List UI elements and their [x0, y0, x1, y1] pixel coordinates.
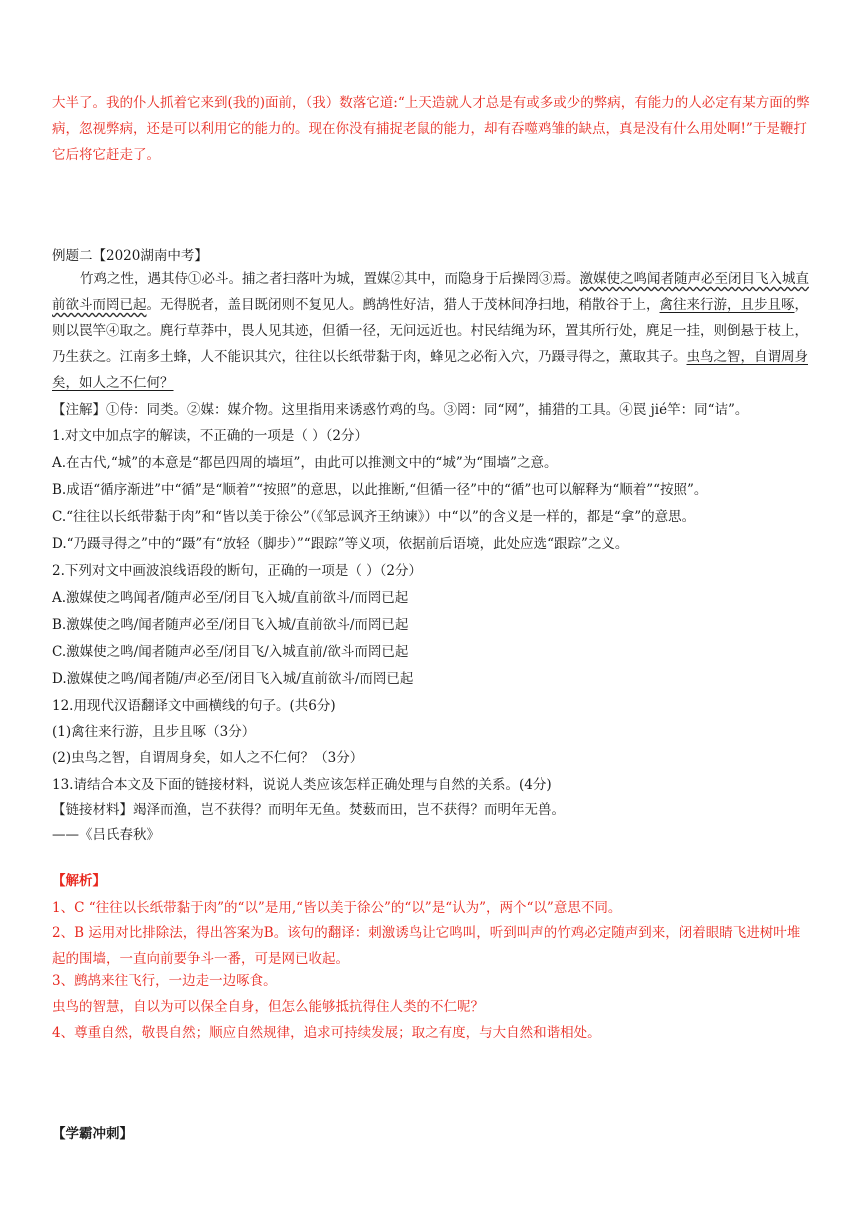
question-line: 12.用现代汉语翻译文中画横线的句子。(共6分) [52, 698, 336, 714]
link-material: 【链接材料】竭泽而渔，岂不获得？而明年无鱼。焚薮而田，岂不获得？而明年无兽。 [52, 802, 565, 818]
analysis-answer-3-cont: 虫鸟的智慧，自以为可以保全自身，但怎么能够抵抗得住人类的不仁呢？ [52, 999, 484, 1015]
question-line: (1)禽往来行游，且步且啄（3分） [52, 724, 256, 740]
question-line: 2.下列对文中画波浪线语段的断句，正确的一项是（ ）（2分） [52, 563, 423, 579]
question-line: (2)虫鸟之智，自谓周身矣，如人之不仁何？（3分） [52, 750, 364, 766]
question-line: A.激媒使之鸣闻者/随声必至/闭目飞入城/直前欲斗/而罔已起 [52, 590, 409, 606]
section-heading: 【学霸冲刺】 [52, 1126, 133, 1142]
underlined-sentence-2: 虫鸟之智，自谓周身矣，如人之不仁何？ [52, 349, 808, 391]
question-line: B.成语“循序渐进”中“循”是“顺着”“按照”的意思，以此推断,“但循一径”中的“循”也可以解释为“顺着”“按照”。 [52, 482, 708, 498]
question-line: 13.请结合本文及下面的链接材料，说说人类应该怎样正确处理与自然的关系。(4分) [52, 777, 552, 793]
question-line: A.在古代,“城”的本意是“都邑四周的墙垣”，由此可以推测文中的“城”为“围墙”之意。 [52, 455, 558, 471]
question-line: D.“乃蹑寻得之”中的“蹑”有“放轻（脚步）”“跟踪”等义项，依据前后语境，此处应选“跟踪”之义。 [52, 536, 629, 552]
wavy-sentence: 激媒使之鸣闻者随声必至闭目飞入城直前欲斗而罔已起 [52, 271, 809, 313]
notes: 【注解】①侍：同类。②媒：媒介物。这里指用来诱惑竹鸡的鸟。③罔：同“网”，捕猎的工具。④罠 jié竿：同“诘”。 [52, 402, 749, 418]
analysis-answer-1: 1、C “往往以长纸带黏于肉”的“以”是用,“皆以美于徐公”的“以”是“认为”，两个“以”意思不同。 [52, 900, 622, 916]
analysis-answer-3: 3、鹧鸪来往飞行，一边走一边啄食。 [52, 973, 277, 989]
underlined-sentence-1: 禽往来行游，且步且啄 [659, 297, 795, 313]
analysis-answer-4: 4、尊重自然，敬畏自然；顺应自然规律，追求可持续发展；取之有度，与大自然和谐相处。 [52, 1025, 601, 1041]
passage-text: 。无得脱者，盖目既闭则不复见人。鹧鸪性好洁，猎人于茂林间净扫地，稍散谷于上， [146, 297, 660, 313]
example-title: 例题二【2020湖南中考】 [52, 248, 208, 264]
analysis-heading: 【解析】 [52, 873, 106, 889]
passage-text: ，则以罠竿④取之。麂行草莽中，畏人见其迹，但循一径，无问远近也。村民结绳为环，置其所行处，麂足一挂，则倒悬于枝上，乃生获之。江南多土蜂，人不能识其穴，往往以长纸带黏于肉，蜂见之必衔入穴，乃蹑寻得之，薰取其子。 [52, 297, 808, 365]
question-line: C.“往往以长纸带黏于肉”和“皆以美于徐公”（《邹忌讽齐王纳谏》）中“以”的含义是一样的，都是“拿”的意思。 [52, 509, 696, 525]
link-source: ——《吕氏春秋》 [52, 827, 160, 843]
top-translation: 大半了。我的仆人抓着它来到(我的)面前，（我）数落它道:“上天造就人才总是有或多或少的弊病，有能力的人必定有某方面的弊病，忽视弊病，还是可以利用它的能力的。现在你没有捕捉老鼠的能力，却有吞噬鸡雏的缺点，真是没有什么用处啊!”于是鞭打它后将它赶走了。 [52, 95, 810, 163]
question-line: C.激媒使之鸣/闻者随声必至/闭目飞/入城直前/欲斗而罔已起 [52, 644, 409, 660]
question-line: 1.对文中加点字的解读，不正确的一项是（ ）（2分） [52, 428, 369, 444]
passage-text: 竹鸡之性，遇其侍①必斗。捕之者扫落叶为城，置媒②其中，而隐身于后操罔③焉。 [80, 271, 580, 287]
question-line: D.激媒使之鸣/闻者随/声必至/闭目飞入城/直前欲斗/而罔已起 [52, 671, 414, 687]
analysis-answer-2: 2、B 运用对比排除法，得出答案为B。该句的翻译：刺激诱鸟让它鸣叫，听到叫声的竹鸡必定随声到来，闭着眼睛飞进树叶堆起的围墙，一直向前要争斗一番，可是网已收起。 [52, 925, 801, 967]
passage [52, 266, 812, 396]
question-line: B.激媒使之鸣/闻者随声必至/闭目飞入城/直前欲斗/而罔已起 [52, 617, 409, 633]
